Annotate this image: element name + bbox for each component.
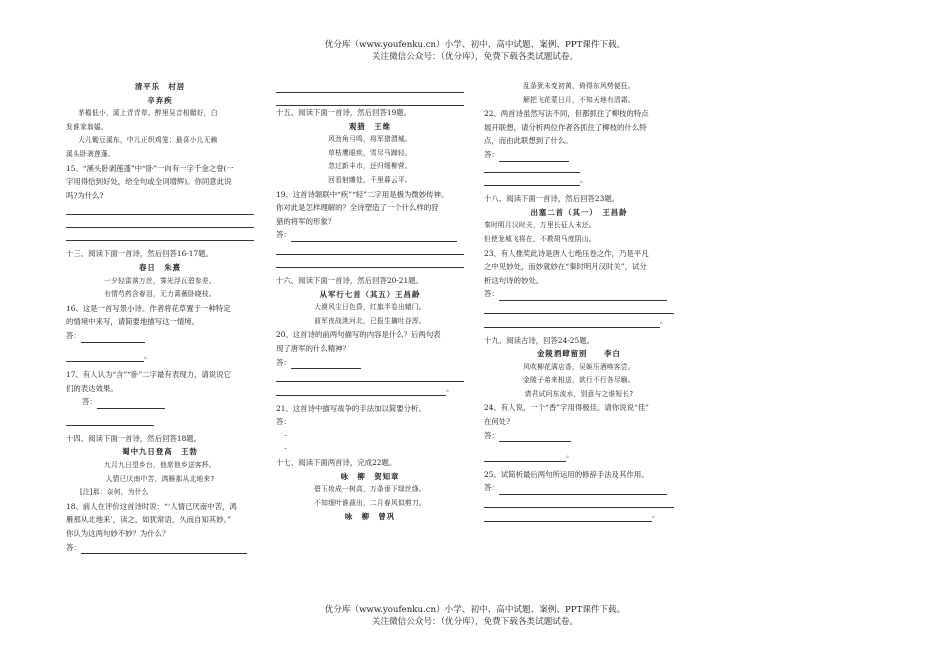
poem-line: 茅檐低小，溪上青青草。醉里吴音相媚好，白 (78, 109, 218, 118)
section-19-heading: 十九、阅读古诗，回答24-25题。 (484, 335, 594, 345)
answer-blank[interactable] (484, 175, 580, 186)
answer-row[interactable] (484, 162, 674, 173)
answer-label: 答： (276, 357, 291, 367)
question-22-cont: 展开联想，请分析两位作者各抓住了柳枝的什么特 (484, 122, 647, 132)
poem-title: 从军行七首（其五）王昌龄 (319, 289, 421, 299)
answer-blank[interactable] (81, 332, 145, 343)
answer-row[interactable]: 。 (484, 448, 674, 462)
poem-line: 一夕轻雷落万丝，霁光浮瓦碧参差。 (104, 276, 216, 285)
header-line-1: 优分库（www.youfenku.cn）小学、初中、高中试题、案例、PPT课件下载。 (324, 40, 626, 50)
question-18-cont: 雁那从北地来’，读之，如犹常语，久而自知其妙。” (66, 515, 232, 525)
poem-line: 不知细叶谁裁出，二月春风似剪刀。 (314, 498, 426, 507)
poem-note: [注]那：奈何，为什么 (80, 488, 149, 497)
question-18-cont: 你认为这两句妙不妙？为什么？ (66, 529, 170, 539)
answer-blank[interactable] (276, 385, 446, 396)
footer-line-1: 优分库（www.youfenku.cn）小学、初中、高中试题、案例、PPT课件下载。 (324, 605, 626, 615)
poem-line: 大漠风尘日色昏，红旗半卷出辕门。 (314, 303, 426, 312)
section-15-heading: 十五、阅读下面一首诗，然后回答19题。 (276, 108, 412, 117)
answer-blank[interactable] (499, 290, 667, 301)
poem-title: 清平乐 村居 (134, 82, 186, 91)
answer-row[interactable] (66, 541, 254, 555)
answer-label: 答： (484, 483, 499, 493)
poem-line: 乱条犹未变初黄，倚得东风势便狂。 (523, 82, 635, 90)
question-17: 17、有人认为“含”“卧”二字最有表现力，请说说它 (66, 370, 231, 380)
footer-line-2: 关注微信公众号：（优分库），免费下载各类试题试卷。 (371, 617, 579, 627)
answer-line[interactable] (276, 80, 464, 93)
answer-row[interactable] (276, 415, 464, 429)
answer-line[interactable] (66, 215, 254, 228)
answer-label: 答： (82, 397, 97, 407)
question-22-cont: 点，而由此联想到了什么。 (484, 136, 573, 146)
answer-line[interactable] (276, 255, 464, 268)
question-19-cont: 猎的将军的形象？ (276, 216, 336, 226)
answer-row[interactable]: 。 (484, 314, 674, 328)
question-21: 21、这首诗中描写战争的手法加以简要分析。 (276, 403, 426, 413)
question-23-cont: 析这句诗的妙处。 (484, 275, 544, 285)
question-20: 20、这首诗的前两句描写的内容是什么？后两句表 (276, 330, 441, 340)
page-header (0, 39, 950, 63)
answer-blank[interactable] (499, 484, 667, 495)
answer-row[interactable] (276, 356, 464, 370)
answer-row[interactable]: 。 (276, 382, 464, 396)
question-17-cont: 们的表达效果。 (66, 383, 118, 393)
answer-blank[interactable] (97, 398, 165, 409)
poem-title: 春日 朱熹 (139, 262, 181, 272)
question-23: 23、有人推奖此诗是唐人七绝压卷之作，乃是平凡 (484, 248, 649, 258)
question-15-cont: 字用得恰到好处，给全句或全词增辉)。你同意此说 (66, 177, 232, 187)
answer-row[interactable] (66, 415, 254, 426)
answer-dash[interactable]: – (284, 430, 288, 439)
answer-blank[interactable] (291, 231, 457, 242)
answer-line[interactable] (66, 228, 254, 241)
question-20-cont: 现了唐军的什么精神？ (276, 343, 350, 353)
poem-title: 咏 柳 贺知章 (340, 471, 400, 481)
poem-line: 风劲角弓鸣，将军猎渭城。 (328, 135, 412, 144)
answer-row[interactable]: 。 (484, 508, 674, 522)
answer-blank[interactable] (499, 431, 571, 442)
column-3 (484, 80, 674, 522)
section-16-heading: 十六、阅读下面一首诗，然后回答20-21题。 (276, 275, 423, 285)
poem-line: 但使龙城飞将在，不教胡马度阴山。 (484, 234, 596, 243)
question-24-cont: 在何处? (484, 417, 511, 427)
poem-line: 有情芍药含春泪，无力蔷薇卧晓枝。 (104, 290, 216, 299)
question-15: 15、“溪头卧剥莲蓬”中“卧”一向有一字千金之誉(一 (66, 163, 234, 173)
column-1 (66, 80, 254, 554)
answer-line[interactable] (276, 242, 464, 255)
question-16: 16、这是一首写景小诗。作者将花草置于一种特定 (66, 303, 231, 313)
poem-title: 咏 柳 曾巩 (344, 512, 396, 522)
answer-label: 答： (276, 417, 291, 427)
answer-blank[interactable] (66, 415, 154, 426)
answer-line[interactable] (276, 369, 464, 382)
answer-row[interactable] (66, 395, 254, 409)
page-footer (0, 604, 950, 628)
poem-line: 回看射雕处，千里暮云平。 (328, 175, 412, 184)
question-22: 22、两首诗虽然写法不同，但都抓住了柳枝的特点 (484, 109, 649, 119)
answer-blank[interactable] (484, 511, 652, 522)
answer-row[interactable] (484, 287, 674, 301)
poem-line: 前军夜战洮河北，已报生擒吐谷浑。 (314, 316, 426, 325)
poem-title: 出塞二首（其一） 王昌龄 (530, 207, 628, 217)
question-24: 24、有人说，一个“香”字用得极佳。请你说说“佳” (484, 403, 649, 413)
poem-line: 发谁家翁媪。 (66, 122, 108, 131)
answer-label: 答： (66, 542, 81, 552)
question-23-cont: 之中见妙处，而妙就妙在“秦时明月汉时关”，试分 (484, 262, 647, 272)
answer-blank[interactable] (291, 358, 361, 369)
poem-line: 忽过新丰市，还归细柳营。 (328, 162, 412, 171)
answer-line[interactable] (276, 93, 464, 106)
poem-line: 碧玉妆成一树高，万条垂下绿丝绦。 (314, 485, 426, 494)
section-18-heading: 十八、阅读下面一首诗，然后回答23题。 (484, 194, 620, 204)
answer-row[interactable] (66, 329, 254, 343)
answer-label: 答： (66, 330, 81, 340)
answer-label: 答： (276, 230, 291, 240)
answer-line[interactable] (484, 495, 674, 508)
answer-line[interactable] (66, 202, 254, 215)
answer-label: 答： (484, 430, 499, 440)
answer-blank[interactable] (484, 451, 566, 462)
poem-line: 大儿锄豆溪东，中儿正织鸡笼；最喜小儿无赖 (78, 136, 218, 145)
answer-blank[interactable] (81, 543, 247, 554)
poem-line: 风吹柳花满店香，吴姬压酒唤客尝。 (523, 362, 635, 371)
poem-title: 金陵酒肆留别 李白 (537, 349, 621, 359)
answer-row[interactable] (484, 148, 674, 162)
section-14-heading: 十四、阅读下面一首诗，然后回答18题。 (66, 433, 202, 443)
column-2 (276, 80, 464, 524)
answer-line[interactable] (484, 301, 674, 314)
answer-blank[interactable] (66, 351, 144, 362)
poem-title: 蜀中九日登高 王勃 (122, 447, 198, 457)
poem-line: 金陵子弟来相送，欲行不行各尽觞。 (523, 376, 635, 385)
poem-line: 解把飞花蒙日月，不知天地有清霜。 (523, 95, 635, 104)
answer-blank[interactable] (484, 162, 580, 173)
answer-row[interactable]: 。 (66, 349, 254, 363)
answer-row[interactable]: 。 (484, 173, 674, 187)
poem-line: 溪头卧剥莲蓬。 (66, 149, 115, 158)
answer-row[interactable] (484, 429, 674, 443)
answer-label: 答： (484, 289, 499, 299)
question-16-cont: 的情境中来写，请简要地描写这一情境。 (66, 317, 200, 327)
answer-blank[interactable] (499, 151, 569, 162)
answer-blank[interactable] (484, 317, 660, 328)
question-19: 19、这首诗颔联中“疾”“轻”二字用是极为微妙传神。 (276, 189, 449, 199)
poem-line: 九月九日望乡台，他席他乡送客杯。 (104, 461, 216, 470)
poem-line: 人情已厌南中苦，鸿雁那从北地来? (105, 474, 215, 483)
answer-label: 答： (484, 149, 499, 159)
question-19-cont: 你对此是怎样理解的？全诗塑造了一个什么样的狩 (276, 203, 439, 213)
poem-title: 观猎 王维 (349, 121, 391, 131)
section-17-heading: 十七、阅读下面两首诗，完成22题。 (276, 458, 397, 468)
header-line-2: 关注微信公众号：（优分库），免费下载各类试题试卷。 (371, 52, 579, 62)
poem-author: 辛弃疾 (147, 95, 173, 105)
poem-line: 秦时明月汉时关，万里长征人未还。 (484, 221, 596, 230)
section-13-heading: 十三、阅读下面一首诗，然后回答16-17题。 (66, 249, 213, 259)
question-18: 18、前人在评价这首诗时说：“‘人情已厌南中苦，鸿 (66, 501, 237, 511)
question-25: 25、试简析最后两句所运用的修辞手法及其作用。 (484, 469, 649, 479)
poem-line: 请君试问东流水，别意与之谁短长? (524, 389, 634, 398)
question-15-cont: 吗?为什么? (66, 190, 104, 200)
poem-line: 草枯鹰眼疾，雪尽马蹄轻。 (328, 148, 412, 157)
answer-row[interactable] (484, 481, 674, 495)
answer-row[interactable] (276, 228, 464, 242)
answer-dash[interactable]: – (284, 444, 288, 453)
